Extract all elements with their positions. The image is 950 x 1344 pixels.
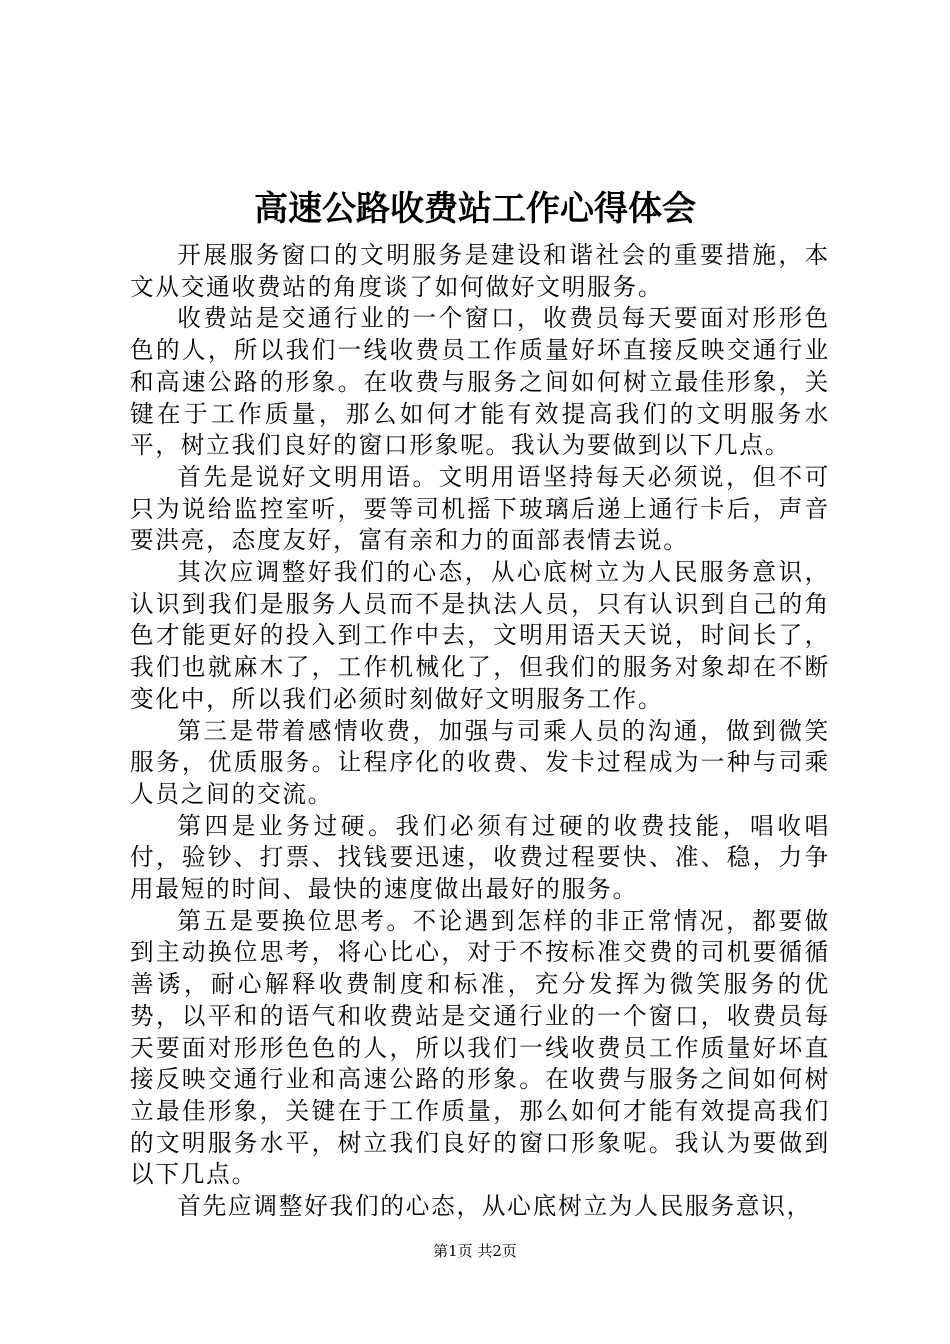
paragraph: 开展服务窗口的文明服务是建设和谐社会的重要措施，本文从交通收费站的角度谈了如何做好文明服务。	[130, 241, 830, 301]
document-title: 高速公路收费站工作心得体会	[254, 189, 696, 229]
paragraph: 首先应调整好我们的心态，从心底树立为人民服务意识，	[177, 1192, 813, 1221]
paragraph: 其次应调整好我们的心态，从心底树立为人民服务意识，认识到我们是服务人员而不是执法人员，只有认识到自己的角色才能更好的投入到工作中去，文明用语天天说，时间长了，我们也就麻木了，工作机械化了，但我们的服务对象却在不断变化中，所以我们必须时刻做好文明服务工作。	[130, 558, 830, 713]
paragraph: 第五是要换位思考。不论遇到怎样的非正常情况，都要做到主动换位思考，将心比心，对于不按标准交费的司机要循循善诱，耐心解释收费制度和标准，充分发挥为微笑服务的优势，以平和的语气和收费站是交通行业的一个窗口，收费员每天要面对形形色色的人，所以我们一线收费员工作质量好坏直接反映交通行业和高速公路的形象。在收费与服务之间如何树立最佳形象，关键在于工作质量，那么如何才能有效提高我们的文明服务水平，树立我们良好的窗口形象呢。我认为要做到以下几点。	[130, 906, 830, 1189]
document-body	[130, 240, 830, 1223]
paragraph: 收费站是交通行业的一个窗口，收费员每天要面对形形色色的人，所以我们一线收费员工作质量好坏直接反映交通行业和高速公路的形象。在收费与服务之间如何树立最佳形象，关键在于工作质量，那么如何才能有效提高我们的文明服务水平，树立我们良好的窗口形象呢。我认为要做到以下几点。	[130, 304, 830, 460]
page-footer: 第1页 共2页	[433, 1242, 517, 1260]
paragraph: 第三是带着感情收费，加强与司乘人员的沟通，做到微笑服务，优质服务。让程序化的收费、发卡过程成为一种与司乘人员之间的交流。	[130, 716, 830, 808]
paragraph: 第四是业务过硬。我们必须有过硬的收费技能，唱收唱付，验钞、打票、找钱要迅速，收费过程要快、准、稳，力争用最短的时间、最快的速度做出最好的服务。	[130, 811, 830, 904]
paragraph: 首先是说好文明用语。文明用语坚持每天必须说，但不可只为说给监控室听，要等司机摇下玻璃后递上通行卡后，声音要洪亮，态度友好，富有亲和力的面部表情去说。	[130, 462, 830, 555]
